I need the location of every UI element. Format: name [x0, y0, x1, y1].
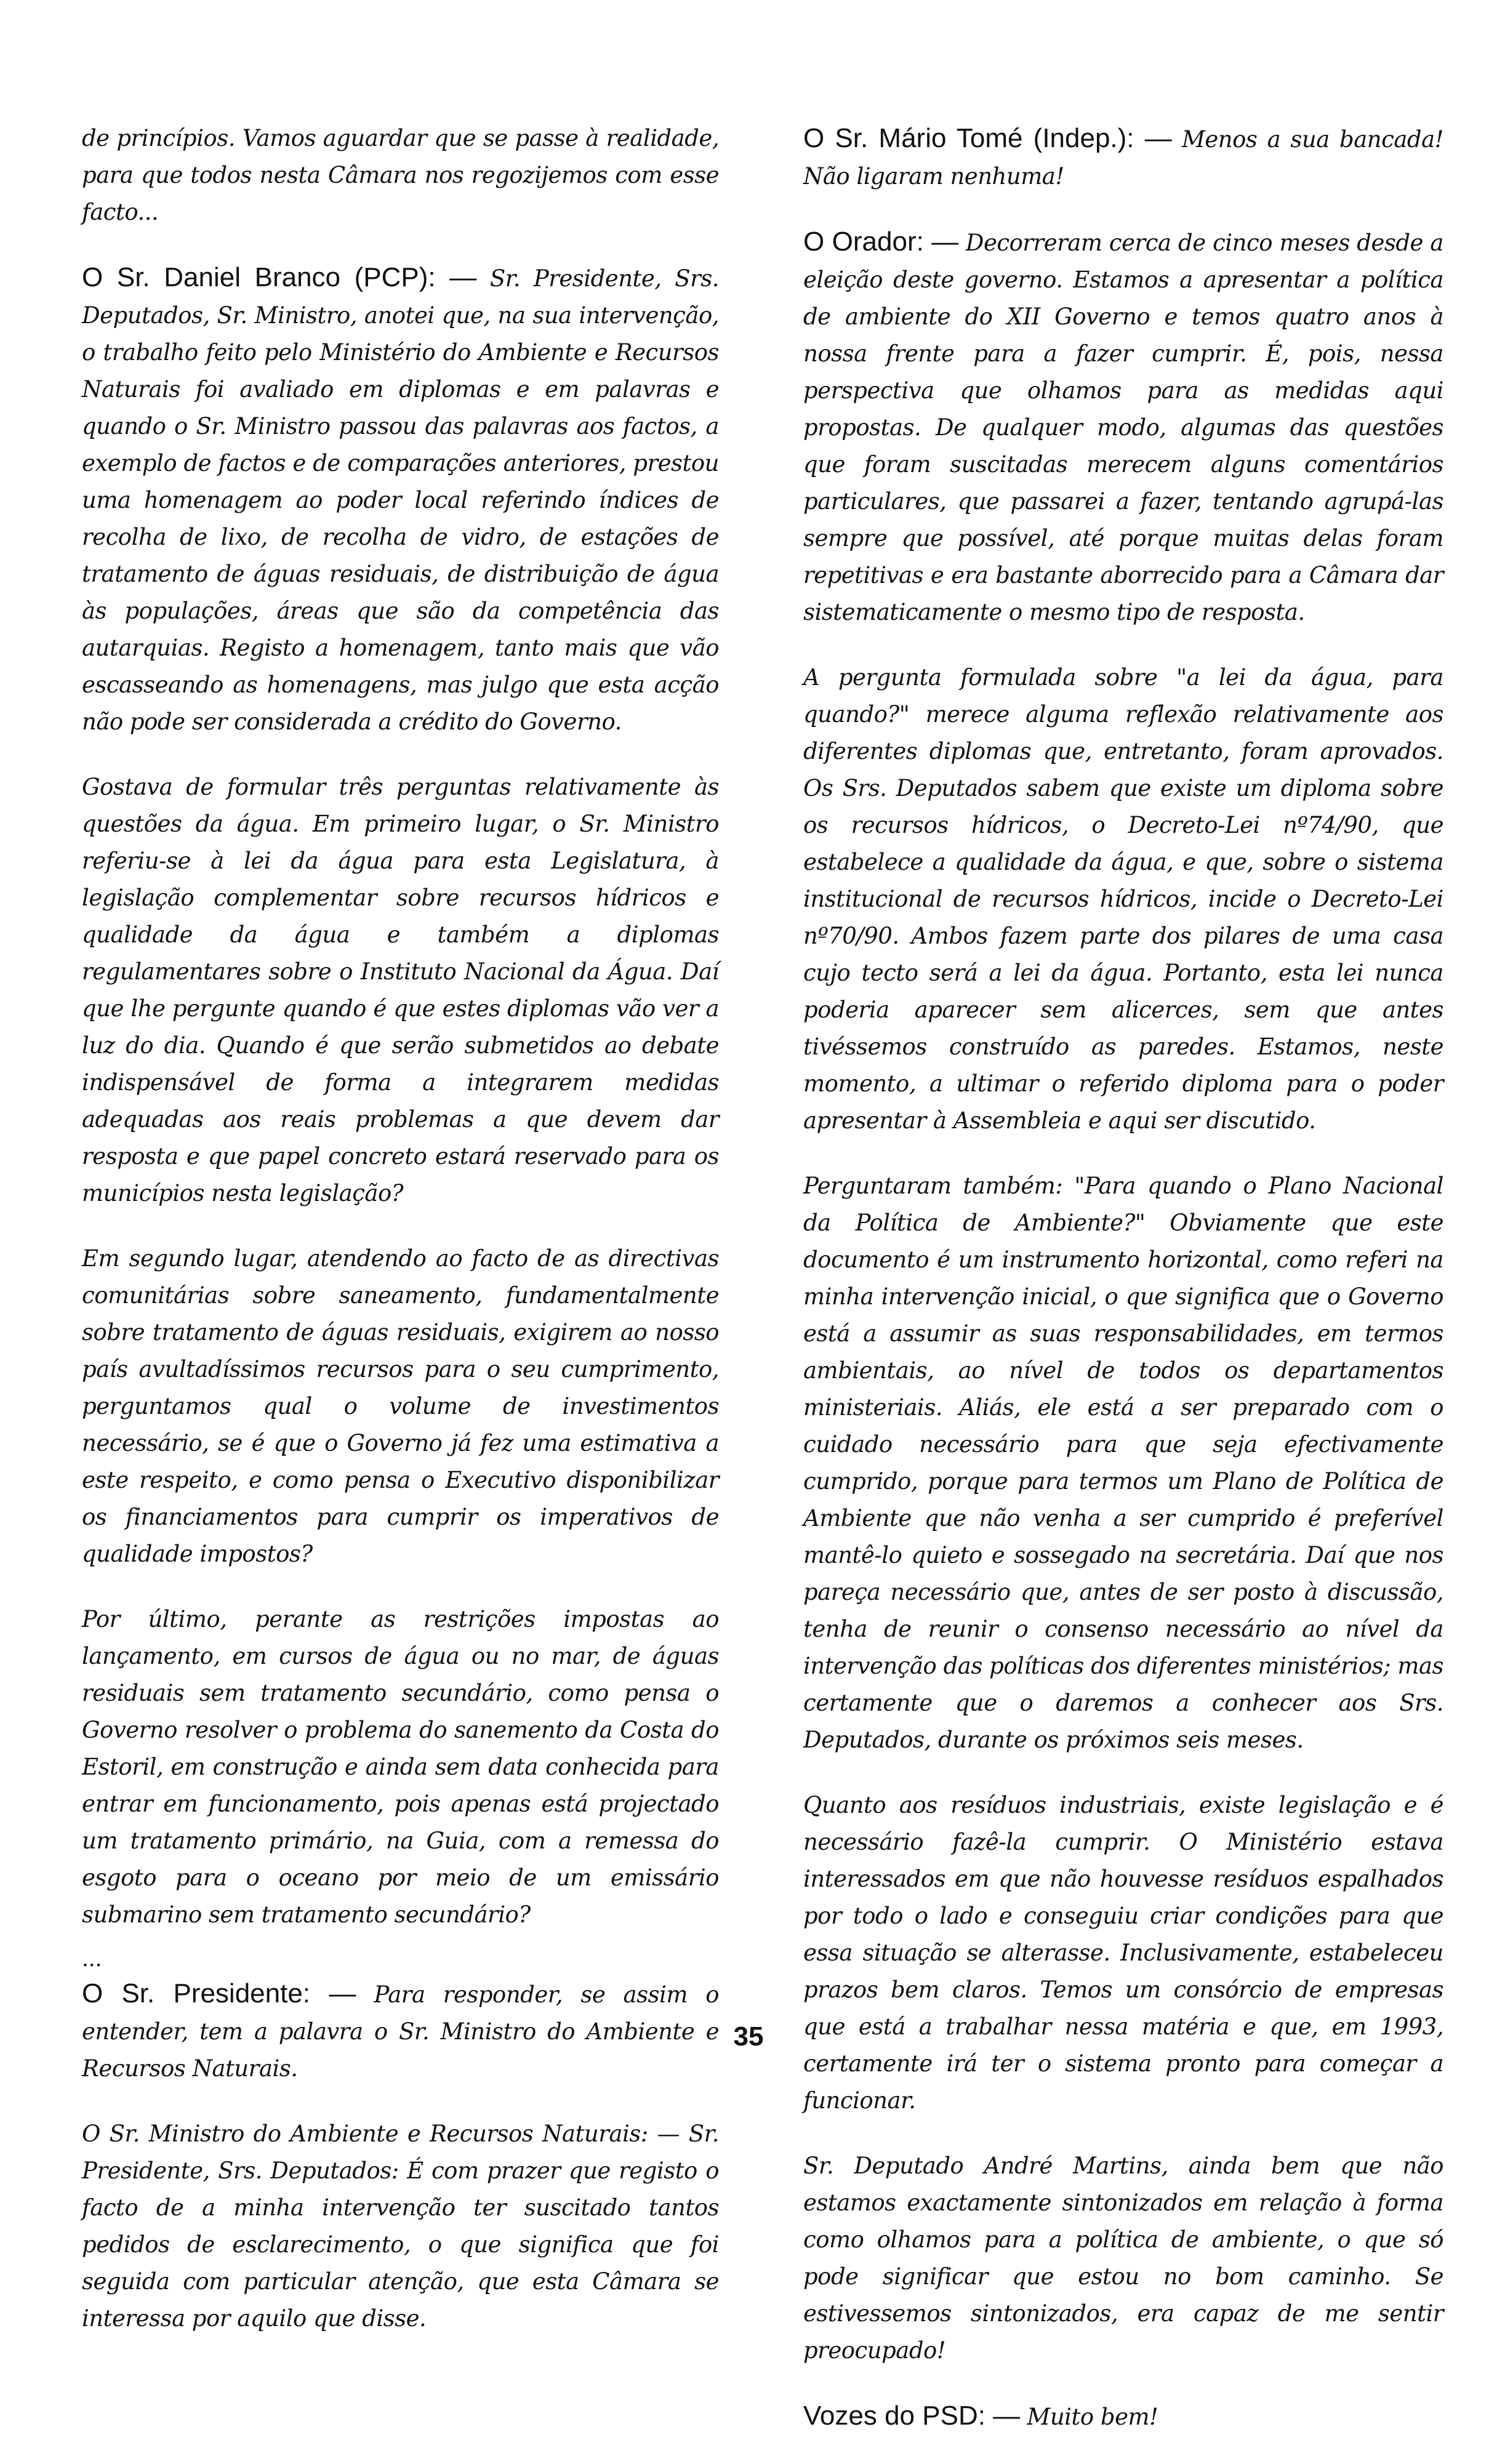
speech-text: Para responder, se assim o entender, tem a palavra o Sr. Ministro do Ambiente e Recursos Naturais. [82, 1981, 719, 2082]
ellipsis: ... [82, 1947, 102, 1972]
speaker-label: O Sr. Presidente: — [82, 1978, 356, 2009]
speech-text: Sr. Presidente, Srs. Deputados, Sr. Ministro, anotei que, na sua intervenção, o trabalho feito pelo Ministério do Ambiente e Recursos Naturais foi avaliado em diplomas e em palavras e quando o Sr. Ministro passou das palavras aos factos, a exemplo de factos e de comparações anteriores, prestou uma homenagem ao poder local referindo índices de recolha de lixo, de recolha de vidro, de estações de tratamento de águas residuais, de distribuição de água às populações, áreas que são da competência das autarquias. Registo a homenagem, tanto mais que vão escasseando as homenagens, mas julgo que esta acção não pode ser considerada a crédito do Governo. [82, 265, 719, 735]
paragraph: Em segundo lugar, atendendo ao facto de as directivas comunitárias sobre saneamento, fundamentalmente sobre tratamento de águas residuais, exigirem ao nosso país avultadíssimos recursos para o seu cumprimento, perguntamos qual o volume de investimentos necessário, se é que o Governo já fez uma estimativa a este respeito, e como pensa o Executivo disponibilizar os financiamentos para cumprir os imperativos de qualidade impostos? [82, 1245, 719, 1567]
speech-text: Decorreram cerca de cinco meses desde a eleição deste governo. Estamos a apresentar a política de ambiente do XII Governo e temos quatro anos à nossa frente para a fazer cumprir. É, pois, nessa perspectiva que olhamos para as medidas aqui propostas. De qualquer modo, algumas das questões que foram suscitadas merecem alguns comentários particulares, que passarei a fazer, tentando agrupá-las sempre que possível, até porque muitas delas foram repetitivas e era bastante aborrecido para a Câmara dar sistematicamente o mesmo tipo de resposta. [803, 230, 1443, 625]
right-column [803, 120, 1443, 2464]
paragraph: Sr. Deputado André Martins, ainda bem que não estamos exactamente sintonizados em relação à forma como olhamos para a política de ambiente, o que só pode significar que estou no bom caminho. Se estivessemos sintonizados, era capaz de me sentir preocupado! [803, 2153, 1443, 2364]
paragraph: Gostava de formular três perguntas relativamente às questões da água. Em primeiro lugar, o Sr. Ministro referiu-se à lei da água para esta Legislatura, à legislação complementar sobre recursos hídricos e qualidade da água e também a diplomas regulamentares sobre o Instituto Nacional da Água. Daí que lhe pergunte quando é que estes diplomas vão ver a luz do dia. Quando é que serão submetidos ao debate indispensável de forma a integrarem medidas adequadas aos reais problemas a que devem dar resposta e que papel concreto estará reservado para os municípios nesta legislação? [82, 774, 719, 1206]
speech-mario-tome [803, 120, 1443, 195]
paragraph: Perguntaram também: "Para quando o Plano Nacional da Política de Ambiente?" Obviamente que este documento é um instrumento horizontal, como referi na minha intervenção inicial, o que significa que o Governo está a assumir as suas responsabilidades, em termos ambientais, ao nível de todos os departamentos ministeriais. Aliás, ele está a ser preparado com o cuidado necessário para que seja efectivamente cumprido, porque para termos um Plano de Política de Ambiente que não venha a ser cumprido é preferível mantê-lo quieto e sossegado na secretária. Daí que nos pareça necessário que, antes de ser posto à discussão, tenha de reunir o consenso necessário ao nível da intervenção das políticas dos diferentes ministérios; mas certamente que o daremos a conhecer aos Srs. Deputados, durante os próximos seis meses. [803, 1173, 1443, 1753]
speaker-label: O Orador: — [803, 227, 959, 257]
speech-orador [803, 223, 1443, 631]
paragraph: de princípios. Vamos aguardar que se passe à realidade, para que todos nesta Câmara nos regozijemos com esse facto... [82, 125, 719, 225]
speaker-label: O Sr. Mário Tomé (Indep.): — [803, 123, 1172, 153]
speaker-label: O Sr. Daniel Branco (PCP): — [82, 262, 477, 292]
paragraph: A pergunta formulada sobre "a lei da água, para quando?" merece alguma reflexão relativamente aos diferentes diplomas que, entretanto, foram aprovados. Os Srs. Deputados sabem que existe um diploma sobre os recursos hídricos, o Decreto-Lei nº74/90, que estabelece a qualidade da água, e que, sobre o sistema institucional de recursos hídricos, incide o Decreto-Lei nº70/90. Ambos fazem parte dos pilares de uma casa cujo tecto será a lei da água. Portanto, esta lei nunca poderia aparecer sem alicerces, sem que antes tivéssemos construído as paredes. Estamos, neste momento, a ultimar o referido diploma para o poder apresentar à Assembleia e aqui ser discutido. [803, 664, 1443, 1134]
speech-ministro: O Sr. Ministro do Ambiente e Recursos Naturais: — Sr. Presidente, Srs. Deputados: É com prazer que registo o facto de a minha intervenção ter suscitado tantos pedidos de esclarecimento, o que significa que foi seguida com particular atenção, que esta Câmara se interessa por aquilo que disse. [82, 2121, 719, 2332]
speaker-label: Vozes do PSD: — [803, 2401, 1021, 2431]
speech-text: Menos a sua bancada! Não ligaram nenhuma! [803, 126, 1444, 190]
speech-vozes-psd [803, 2398, 1443, 2436]
speech-daniel-branco [82, 259, 719, 740]
paragraph: Quanto aos resíduos industriais, existe legislação e é necessário fazê-la cumprir. O Ministério estava interessados em que não houvesse resíduos espalhados por todo o lado e conseguiu criar condições para que essa situação se alterasse. Inclusivamente, estabeleceu prazos bem claros. Temos um consórcio de empresas que está a trabalhar nessa matéria e que, em 1993, certamente irá ter o sistema pronto para começar a funcionar. [803, 1792, 1443, 2114]
paragraph: Por último, perante as restrições impostas ao lançamento, em cursos de água ou no mar, de águas residuais sem tratamento secundário, como pensa o Governo resolver o problema do sanemento da Costa do Estoril, em construção e ainda sem data conhecida para entrar em funcionamento, pois apenas está projectado um tratamento primário, na Guia, com a remessa do esgoto para o oceano por meio de um emissário submarino sem tratamento secundário? [82, 1606, 719, 1928]
page-number: 35 [733, 2021, 764, 2052]
speech-text: Muito bem! [1020, 2404, 1158, 2430]
